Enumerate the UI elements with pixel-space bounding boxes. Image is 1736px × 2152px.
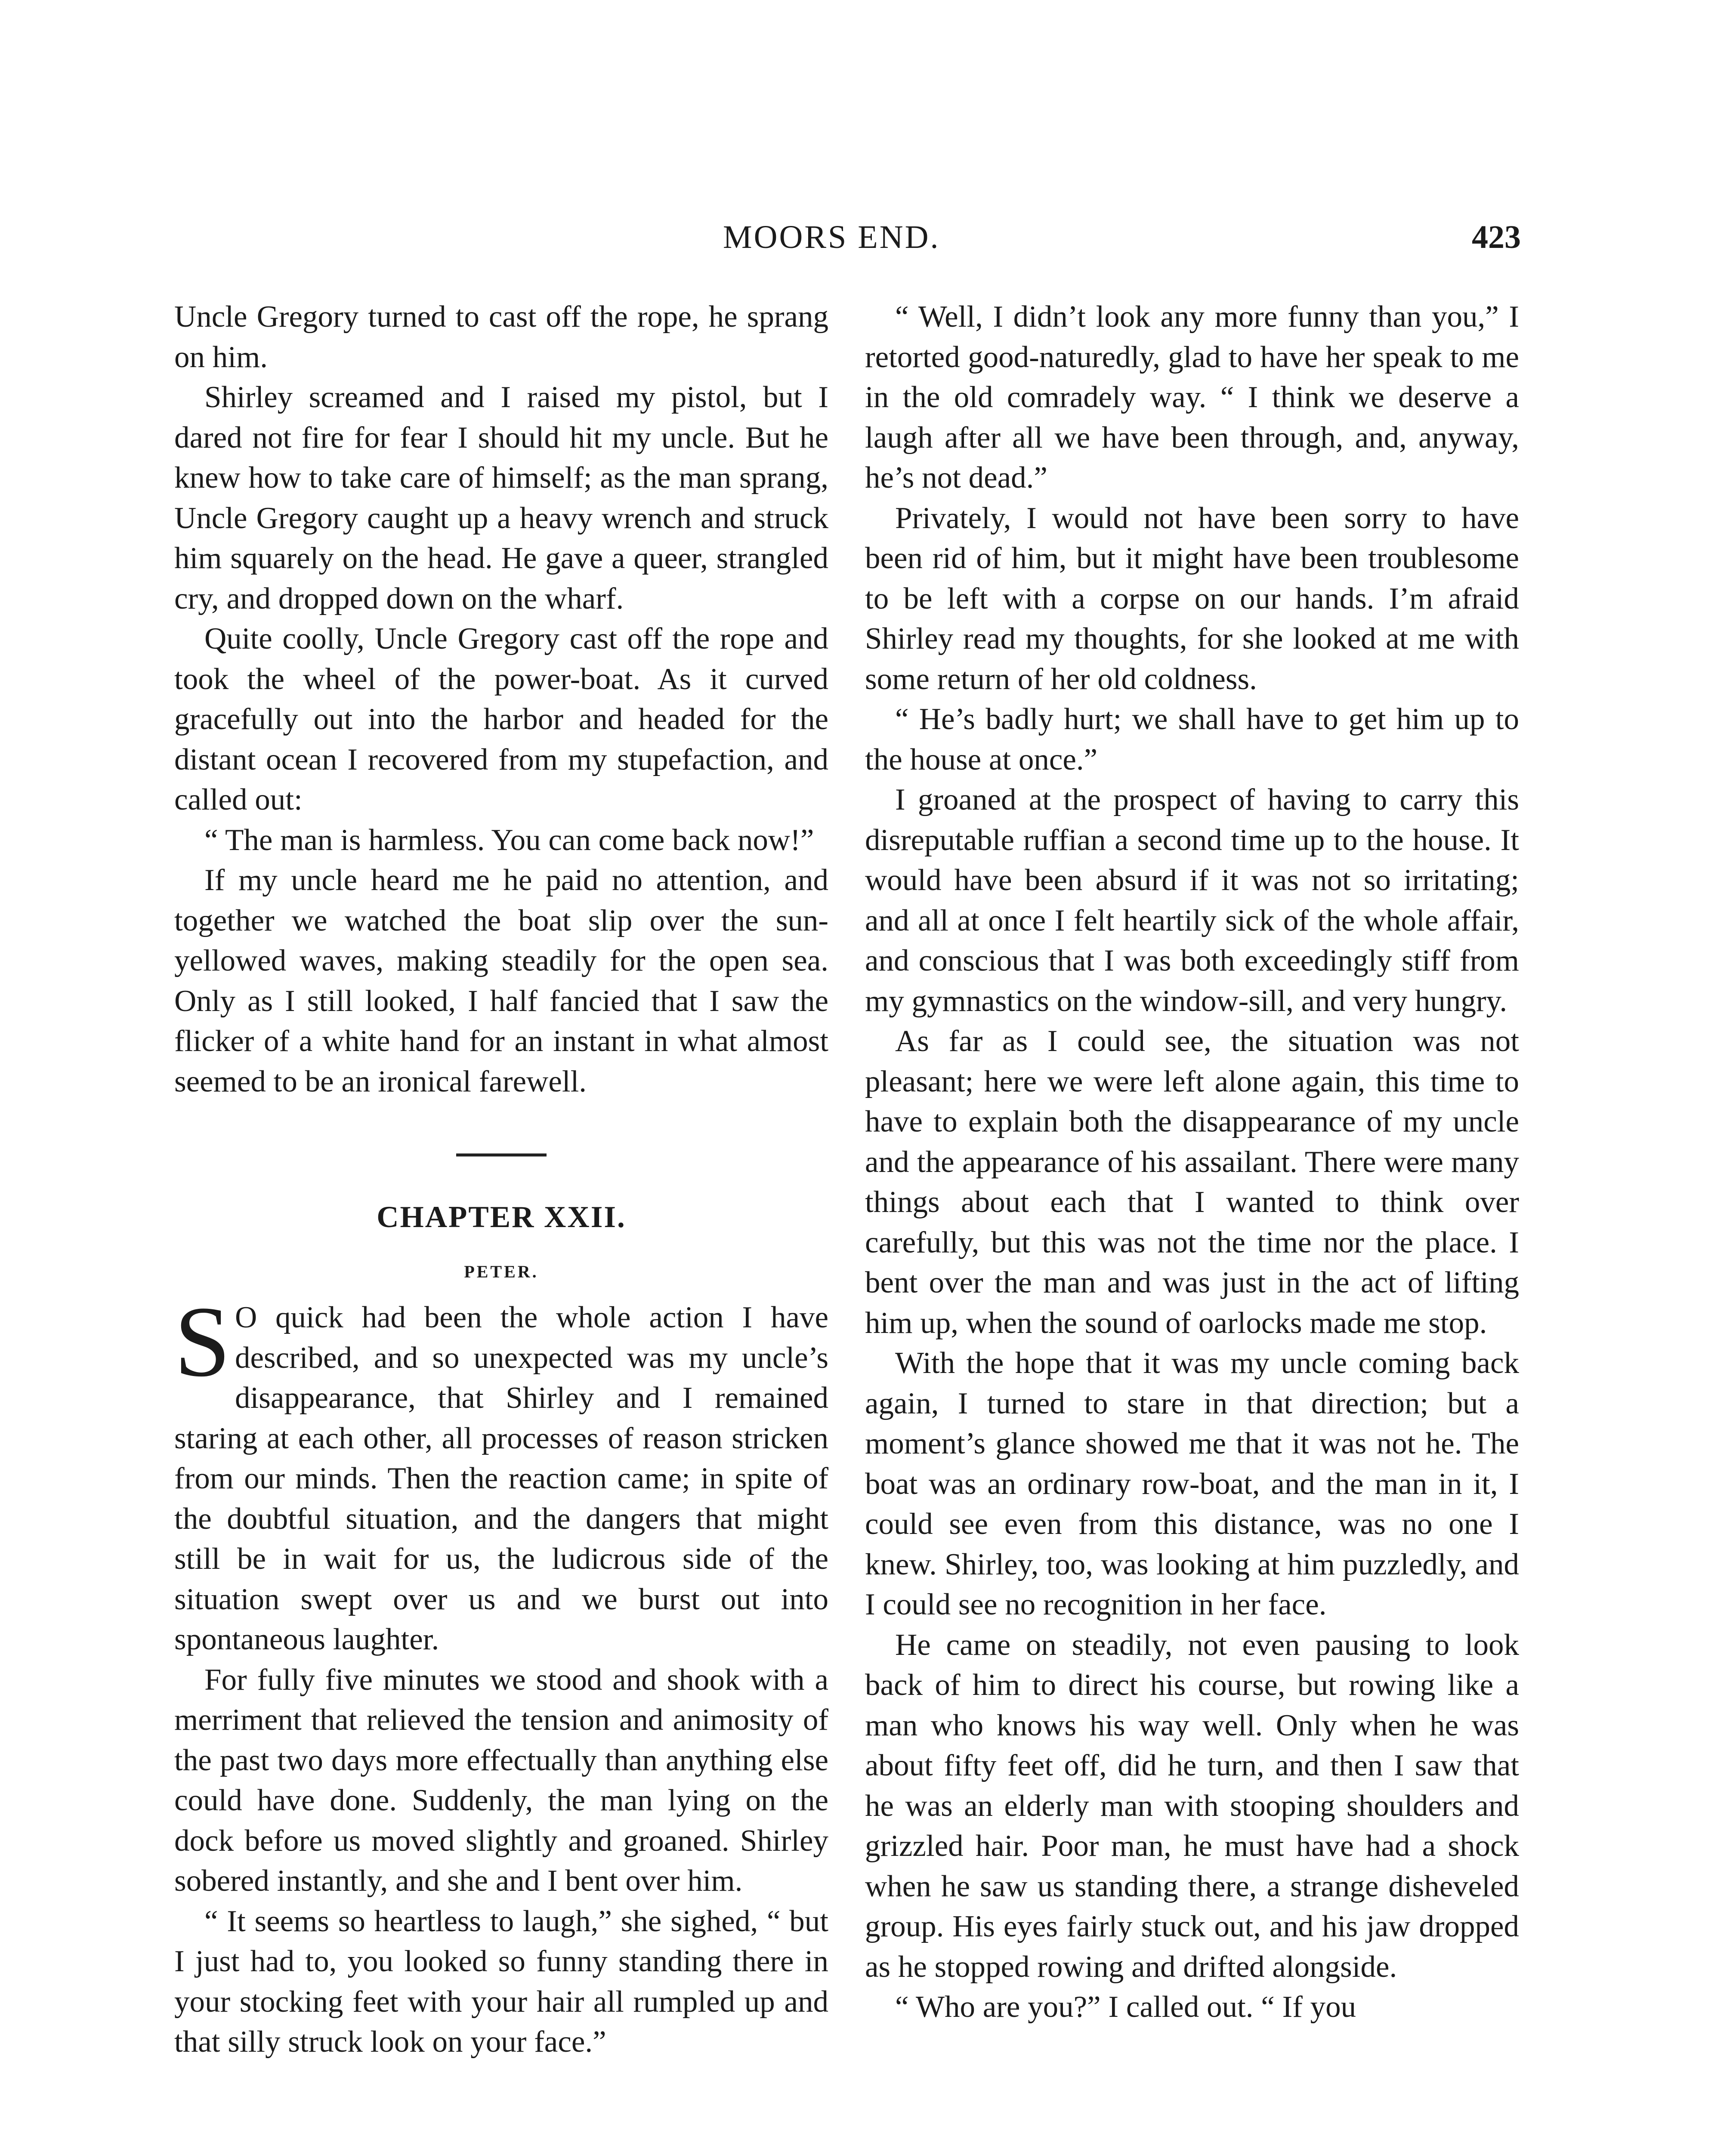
chapter-subtitle: PETER. [464, 1262, 539, 1281]
paragraph: “ It seems so heartless to laugh,” she sighed, “ but I just had to, you looked so funny standing there in your stocking feet with your hair all rumpled up and that silly struck look on your face.” [174, 1904, 828, 2059]
running-title: MOORS END. [723, 219, 940, 255]
paragraph: I groaned at the prospect of having to carry this disreputable ruffian a second time up to the house. It would have been absurd if it was not so irritating; and all at once I felt heartily sick of the whole affair, and conscious that I was both exceedingly stiff from my gymnastics on the window-sill, and very hungry. [865, 783, 1519, 1018]
drop-cap: S [174, 1286, 231, 1398]
paragraph: Shirley screamed and I raised my pistol, but I dared not fire for fear I should hit my uncle. But he knew how to take care of himself; as the man sprang, Uncle Gregory caught up a heavy wrench and struck him squarely on the head. He gave a queer, strangled cry, and dropped down on the wharf. [174, 380, 828, 615]
paragraph: As far as I could see, the situation was not pleasant; here we were left alone again, this time to have to explain both the disappearance of my uncle and the appearance of his assailant. There were many things about each that I wanted to think over carefully, but this was not the time nor the place. I bent over the man and was just in the act of lifting him up, when the sound of oarlocks made me stop. [865, 1024, 1519, 1340]
left-column [174, 297, 828, 2062]
paragraph: With the hope that it was my uncle coming back again, I turned to stare in that direction; but a moment’s glance showed me that it was not he. The boat was an ordinary row-boat, and the man in it, I could see even from this distance, was no one I knew. Shirley, too, was looking at him puzzledly, and I could see no recognition in her face. [865, 1346, 1519, 1621]
chapter-title: CHAPTER XXII. [377, 1200, 626, 1234]
opening-paragraph-text: O quick had been the whole action I have described, and so unexpected was my uncle’s disappearance, that Shirley and I remained staring at each other, all processes of reason stricken from our minds. Then the reaction came; in spite of the doubtful situation, and the dangers that might still be in wait for us, the ludicrous side of the situation swept over us and we burst out into spontaneous laughter. [174, 1301, 828, 1656]
section-divider [456, 1153, 547, 1156]
paragraph: Uncle Gregory turned to cast off the rope, he sprang on him. [174, 300, 828, 374]
right-column [865, 297, 1519, 2028]
paragraph: If my uncle heard me he paid no attention, and together we watched the boat slip over the sun-yellowed waves, making steadily for the open sea. Only as I still looked, I half fancied that I saw the flicker of a white hand for an instant in what almost seemed to be an ironical farewell. [174, 863, 828, 1098]
paragraph: For fully five minutes we stood and shook with a merriment that relieved the tension and animosity of the past two days more effectually than anything else could have done. Suddenly, the man lying on the dock before us moved slightly and groaned. Shirley sobered instantly, and she and I bent over him. [174, 1663, 828, 1898]
paragraph: He came on steadily, not even pausing to look back of him to direct his course, but rowing like a man who knows his way well. Only when he was about fifty feet off, did he turn, and then I saw that he was an elderly man with stooping shoulders and grizzled hair. Poor man, he must have had a shock when he saw us standing there, a strange disheveled group. His eyes fairly stuck out, and his jaw dropped as he stopped rowing and drifted alongside. [865, 1628, 1519, 1984]
running-head [0, 219, 1736, 266]
page-number: 423 [1472, 219, 1521, 255]
paragraph: “ Who are you?” I called out. “ If you [895, 1990, 1356, 2024]
opening-paragraph [174, 1286, 828, 1660]
paragraph: Quite coolly, Uncle Gregory cast off the rope and took the wheel of the power-boat. As it curved gracefully out into the harbor and headed for the distant ocean I recovered from my stupefaction, and called out: [174, 622, 828, 816]
paragraph: “ The man is harmless. You can come back now!” [204, 823, 814, 857]
paragraph: Privately, I would not have been sorry to have been rid of him, but it might have been troublesome to be left with a corpse on our hands. I’m afraid Shirley read my thoughts, for she looked at me with some return of her old coldness. [865, 501, 1519, 696]
paragraph: “ Well, I didn’t look any more funny than you,” I retorted good-naturedly, glad to have her speak to me in the old comradely way. “ I think we deserve a laugh after all we have been through, and, anyway, he’s not dead.” [865, 300, 1519, 495]
paragraph: “ He’s badly hurt; we shall have to get him up to the house at once.” [865, 702, 1519, 776]
